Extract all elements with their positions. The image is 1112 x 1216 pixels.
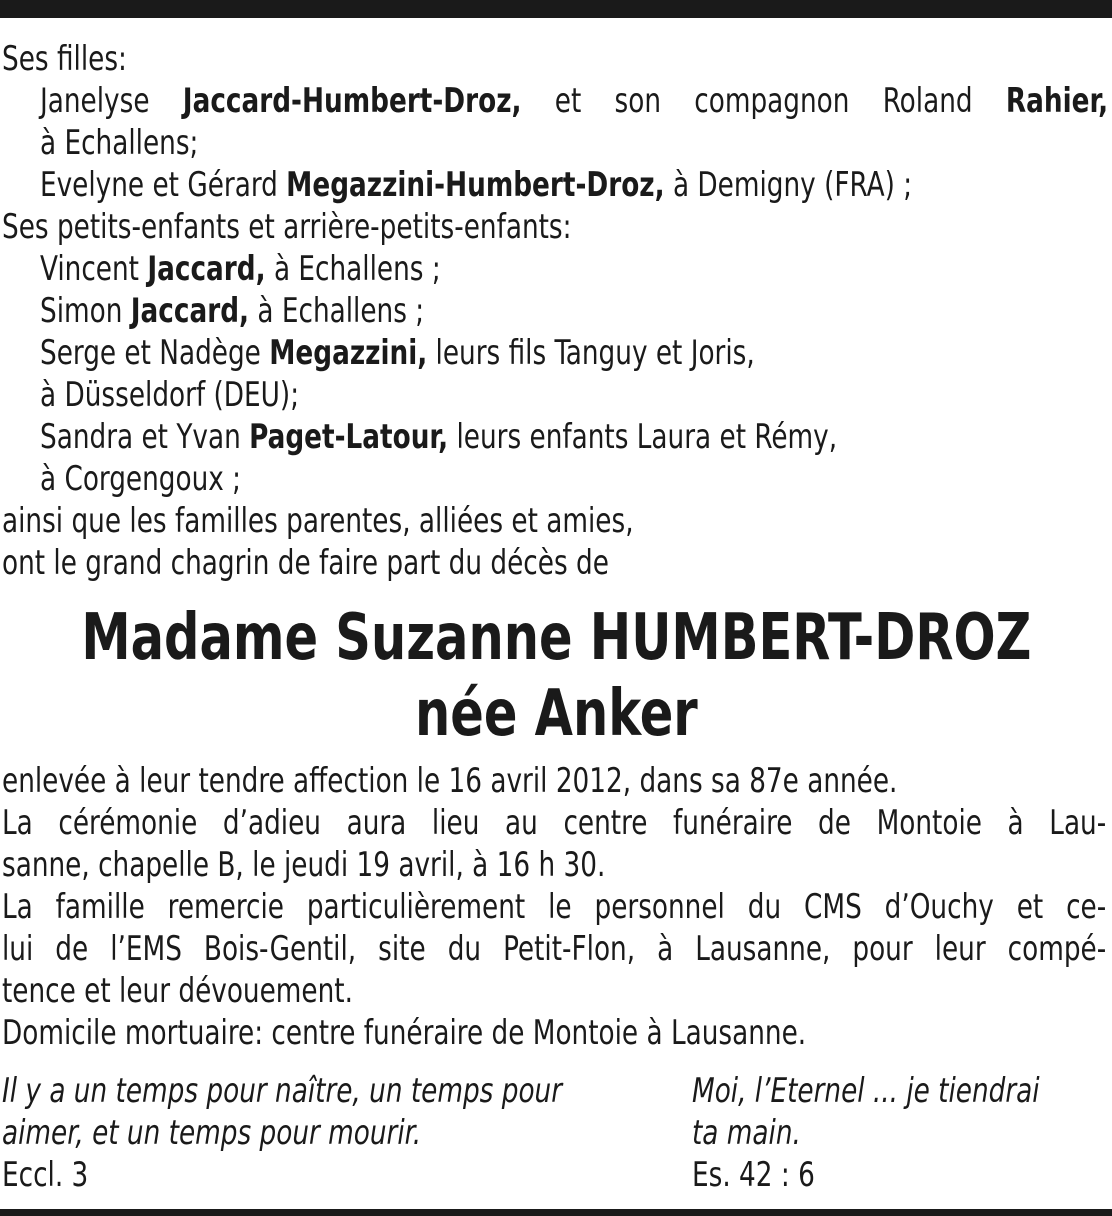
- deceased-name: Madame Suzanne HUMBERT-DROZ: [80, 601, 1032, 675]
- grandchildren-heading: Ses petits-enfants et arrière-petits-enfants:: [2, 207, 572, 247]
- details-line-5: lui de l’EMS Bois-Gentil, site du Petit-Flon, à Lausanne, pour leur compé-: [2, 929, 1107, 969]
- grandchild-3-place: à Düsseldorf (DEU);: [40, 375, 300, 415]
- quote-left: [2, 1070, 682, 1196]
- deceased-maiden-name: née Anker: [414, 677, 698, 751]
- details-line-3: sanne, chapelle B, le jeudi 19 avril, à 16 h 30.: [2, 845, 606, 885]
- details-line-7: Domicile mortuaire: centre funéraire de Montoie à Lausanne.: [2, 1013, 807, 1053]
- grandchild-3: Serge et Nadège Megazzini, leurs fils Tanguy et Joris,: [40, 333, 755, 373]
- bottom-rule: [0, 1209, 1112, 1216]
- grandchild-4-place: à Corgengoux ;: [40, 459, 242, 499]
- ceremony-details: [2, 760, 1108, 1054]
- quote-left-reference: Eccl. 3: [2, 1155, 89, 1195]
- daughter-2: Evelyne et Gérard Megazzini-Humbert-Droz, à Demigny (FRA) ;: [40, 165, 913, 205]
- daughter-1-place: à Echallens;: [40, 123, 199, 163]
- grandchild-4: Sandra et Yvan Paget-Latour, leurs enfants Laura et Rémy,: [40, 417, 838, 457]
- details-line-2: La cérémonie d’adieu aura lieu au centre funéraire de Montoie à Lau-: [2, 803, 1107, 843]
- details-line-1: enlevée à leur tendre affection le 16 avril 2012, dans sa 87e année.: [2, 761, 898, 801]
- quote-right-line-2: ta main.: [692, 1113, 801, 1153]
- family-list: [2, 38, 1108, 584]
- details-line-4: La famille remercie particulièrement le personnel du CMS d’Ouchy et ce-: [2, 887, 1107, 927]
- quote-right-reference: Es. 42 : 6: [692, 1155, 815, 1195]
- grandchild-1: Vincent Jaccard, à Echallens ;: [40, 249, 441, 289]
- quote-right: [692, 1070, 1108, 1196]
- details-line-6: tence et leur dévouement.: [2, 971, 353, 1011]
- grandchild-2: Simon Jaccard, à Echallens ;: [40, 291, 425, 331]
- daughters-heading: Ses filles:: [2, 39, 127, 79]
- quote-left-line-1: Il y a un temps pour naître, un temps pour: [2, 1071, 563, 1111]
- quote-right-line-1: Moi, l’Eternel ... je tiendrai: [692, 1071, 1040, 1111]
- top-rule: [0, 0, 1112, 18]
- closing-line-2: ont le grand chagrin de faire part du décès de: [2, 543, 609, 583]
- quote-left-line-2: aimer, et un temps pour mourir.: [2, 1113, 422, 1153]
- daughter-1: Janelyse Jaccard-Humbert-Droz, et son compagnon Roland Rahier,: [40, 81, 1109, 121]
- closing-line-1: ainsi que les familles parentes, alliées et amies,: [2, 501, 634, 541]
